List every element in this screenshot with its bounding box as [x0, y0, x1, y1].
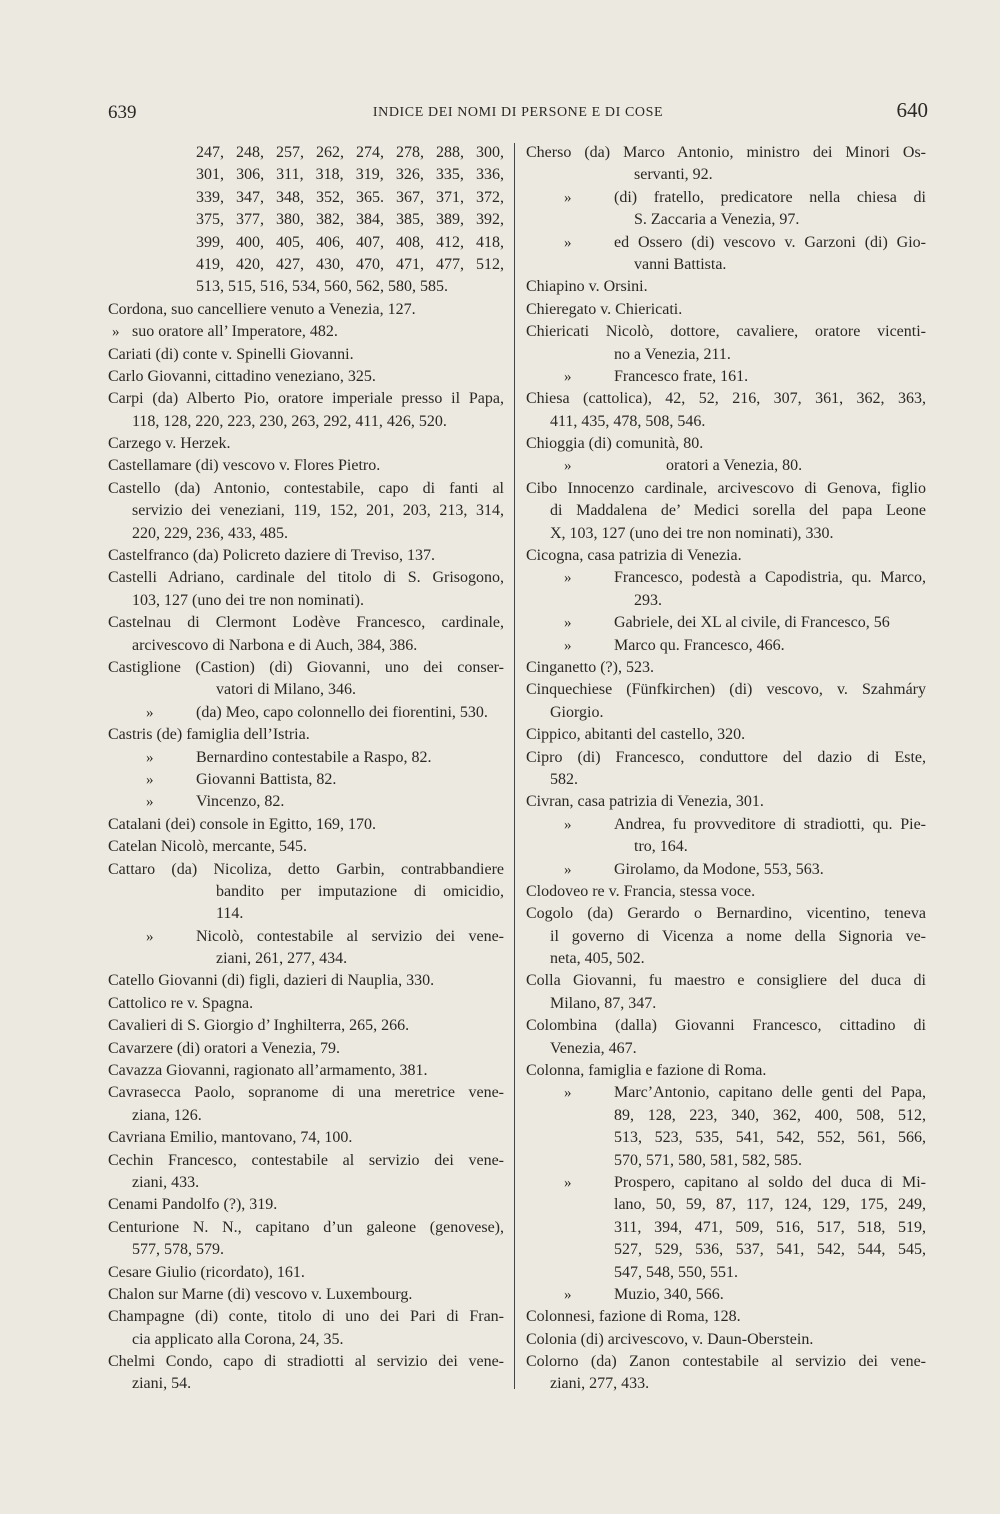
index-line	[526, 209, 926, 231]
index-line	[526, 1038, 926, 1060]
index-entry-text: ziani, 433.	[132, 1173, 200, 1191]
index-line	[108, 142, 504, 164]
index-entry-text: Milano, 87, 347.	[550, 994, 657, 1012]
index-entry-text: 411, 435, 478, 508, 546.	[550, 412, 706, 430]
index-entry-text: Chiesa (cattolica), 42, 52, 216, 307, 361, 362, 363,	[526, 390, 926, 408]
index-line	[526, 881, 926, 903]
index-entry-text: oratori a Venezia, 80.	[666, 457, 803, 475]
index-entry-text: Chelmi Condo, capo di stradiotti al servizio dei vene-	[108, 1353, 504, 1371]
index-entry-text: 399, 400, 405, 406, 407, 408, 412, 418,	[196, 233, 504, 251]
index-line	[526, 970, 926, 992]
index-line	[526, 1306, 926, 1328]
ditto-mark: »	[564, 615, 572, 632]
index-line	[526, 1105, 926, 1127]
index-entry-text: Cavalieri di S. Giorgio d’ Inghilterra, 265, 266.	[108, 1017, 410, 1035]
index-entry-text: Chiericati Nicolò, dottore, cavaliere, oratore vicenti-	[526, 323, 926, 341]
index-entry-text: Colombina (dalla) Giovanni Francesco, cittadino di	[526, 1017, 926, 1035]
index-line	[108, 1329, 504, 1351]
index-line	[526, 1172, 926, 1194]
index-entry-text: Castiglione (Castion) (di) Giovanni, uno dei conser-	[108, 658, 504, 676]
index-entry-text: no a Venezia, 211.	[614, 345, 731, 363]
index-entry-text: 220, 229, 236, 433, 485.	[132, 524, 288, 542]
ditto-mark: »	[564, 458, 572, 475]
index-entry-text: Cavrasecca Paolo, sopranome di una meretrice vene-	[108, 1084, 504, 1102]
index-line	[108, 612, 504, 634]
index-line	[526, 769, 926, 791]
index-entry-text: Chioggia (di) comunità, 80.	[526, 435, 704, 453]
index-entry-text: Cogolo (da) Gerardo o Bernardino, vicentino, teneva	[526, 905, 926, 923]
index-line	[108, 388, 504, 410]
index-line	[526, 1284, 926, 1306]
index-line	[108, 1127, 504, 1149]
index-entry-text: lano, 50, 59, 87, 117, 124, 129, 175, 249,	[614, 1196, 926, 1214]
index-line	[108, 366, 504, 388]
index-line	[526, 859, 926, 881]
index-line	[108, 1194, 504, 1216]
index-entry-text: Cariati (di) conte v. Spinelli Giovanni.	[108, 345, 354, 363]
index-entry-text: cia applicato alla Corona, 24, 35.	[132, 1330, 344, 1348]
index-entry-text: servanti, 92.	[634, 166, 713, 184]
index-entry-text: Cibo Innocenzo cardinale, arcivescovo di Genova, figlio	[526, 479, 926, 497]
index-line	[526, 679, 926, 701]
index-line	[108, 679, 504, 701]
ditto-mark: »	[146, 794, 154, 811]
index-line	[526, 1262, 926, 1284]
index-line	[108, 1373, 504, 1395]
index-entry-text: Cesare Giulio (ricordato), 161.	[108, 1263, 305, 1281]
index-line	[526, 702, 926, 724]
index-line	[526, 321, 926, 343]
index-entry-text: 570, 571, 580, 581, 582, 585.	[614, 1151, 802, 1169]
index-entry-text: 301, 306, 311, 318, 319, 326, 335, 336,	[196, 166, 504, 184]
index-entry-text: Castris (de) famiglia dell’Istria.	[108, 726, 310, 744]
index-entry-text: Girolamo, da Modone, 553, 563.	[614, 860, 824, 878]
index-line	[526, 724, 926, 746]
ditto-mark: »	[564, 570, 572, 587]
index-entry-text: 247, 248, 257, 262, 274, 278, 288, 300,	[196, 144, 504, 161]
index-entry-text: ziana, 126.	[132, 1106, 202, 1124]
index-entry-text: di Maddalena de’ Medici sorella del papa Leone	[550, 502, 926, 520]
index-line	[108, 478, 504, 500]
index-line	[526, 164, 926, 186]
index-line	[108, 903, 504, 925]
index-line	[526, 500, 926, 522]
index-entry-text: arcivescovo di Narbona e di Auch, 384, 386.	[132, 636, 418, 654]
index-entry-text: Catalani (dei) console in Egitto, 169, 170.	[108, 815, 376, 833]
index-line	[108, 433, 504, 455]
index-entry-text: Cippico, abitanti del castello, 320.	[526, 726, 746, 744]
index-line	[108, 948, 504, 970]
ditto-mark: »	[564, 234, 572, 251]
index-entry-text: ziani, 277, 433.	[550, 1375, 650, 1393]
index-line	[108, 836, 504, 858]
index-entry-text: ziani, 54.	[132, 1375, 192, 1393]
ditto-mark: »	[146, 928, 154, 945]
ditto-mark: »	[564, 1174, 572, 1191]
ditto-mark: »	[112, 324, 120, 341]
index-entry-text: Castelfranco (da) Policreto daziere di Treviso, 137.	[108, 547, 436, 565]
index-line	[526, 142, 926, 164]
index-entry-text: servizio dei veneziani, 119, 152, 201, 203, 213, 314,	[132, 502, 504, 520]
index-line	[526, 791, 926, 813]
index-line	[108, 276, 504, 298]
index-line	[526, 366, 926, 388]
index-line	[526, 1127, 926, 1149]
index-line	[108, 1038, 504, 1060]
index-entry-text: Venezia, 467.	[550, 1039, 637, 1057]
index-line	[108, 926, 504, 948]
index-line	[526, 1217, 926, 1239]
index-entry-text: Carpi (da) Alberto Pio, oratore imperiale presso il Papa,	[108, 390, 504, 408]
index-line	[108, 1105, 504, 1127]
page-number-left: 639	[108, 102, 137, 123]
ditto-mark: »	[564, 816, 572, 833]
index-line	[108, 993, 504, 1015]
index-entry-text: 527, 529, 536, 537, 541, 542, 544, 545,	[614, 1241, 926, 1259]
index-line	[108, 187, 504, 209]
index-line	[108, 1082, 504, 1104]
index-line	[526, 993, 926, 1015]
index-line	[108, 657, 504, 679]
ditto-mark: »	[564, 189, 572, 206]
index-entry-text: Vincenzo, 82.	[196, 793, 285, 811]
index-entry-text: Cechin Francesco, contestabile al servizio dei vene-	[108, 1151, 504, 1169]
index-line	[526, 1060, 926, 1082]
index-entry-text: (di) fratello, predicatore nella chiesa di	[614, 188, 926, 206]
index-entry-text: Cinganetto (?), 523.	[526, 658, 654, 676]
index-line	[108, 321, 504, 343]
index-entry-text: Castelli Adriano, cardinale del titolo di S. Grisogono,	[108, 569, 504, 587]
index-entry-text: Cinquechiese (Fünfkirchen) (di) vescovo, v. Szahmáry	[526, 681, 926, 699]
index-line	[108, 344, 504, 366]
index-line	[526, 903, 926, 925]
index-entry-text: 577, 578, 579.	[132, 1241, 224, 1259]
column-divider	[514, 143, 515, 1389]
index-entry-text: Chiapino v. Orsini.	[526, 278, 648, 296]
index-entry-text: 513, 523, 535, 541, 542, 552, 561, 566,	[614, 1129, 926, 1147]
index-line	[108, 1284, 504, 1306]
index-line	[108, 1150, 504, 1172]
index-entry-text: Chieregato v. Chiericati.	[526, 300, 683, 318]
index-entry-text: Colonia (di) arcivescovo, v. Daun-Oberstein.	[526, 1330, 814, 1348]
index-line	[526, 433, 926, 455]
index-entry-text: Giorgio.	[550, 703, 604, 721]
index-line	[526, 948, 926, 970]
index-line	[108, 1015, 504, 1037]
index-line	[108, 590, 504, 612]
index-line	[108, 523, 504, 545]
index-line	[526, 388, 926, 410]
index-line	[526, 254, 926, 276]
index-entry-text: Colla Giovanni, fu maestro e consigliere del duca di	[526, 972, 926, 990]
index-entry-text: vatori di Milano, 346.	[216, 681, 356, 699]
index-line	[526, 836, 926, 858]
index-column-left	[108, 142, 504, 1396]
index-entry-text: Clodoveo re v. Francia, stessa voce.	[526, 882, 756, 900]
index-line	[108, 567, 504, 589]
index-line	[108, 791, 504, 813]
index-line	[526, 411, 926, 433]
index-entry-text: Castello (da) Antonio, contestabile, capo di fanti al	[108, 479, 504, 497]
index-entry-text: Castelnau di Clermont Lodève Francesco, cardinale,	[108, 614, 504, 632]
index-entry-text: 339, 347, 348, 352, 365. 367, 371, 372,	[196, 188, 504, 206]
index-entry-text: Marc’Antonio, capitano delle genti del Papa,	[614, 1084, 926, 1102]
index-line	[526, 1150, 926, 1172]
index-line	[526, 1015, 926, 1037]
index-line	[526, 567, 926, 589]
index-entry-text: Catello Giovanni (di) figli, dazieri di Nauplia, 330.	[108, 972, 435, 990]
index-line	[108, 209, 504, 231]
index-entry-text: Cipro (di) Francesco, conduttore del dazio di Este,	[526, 748, 926, 766]
index-entry-text: Bernardino contestabile a Raspo, 82.	[196, 748, 432, 766]
index-line	[108, 299, 504, 321]
index-entry-text: Cordona, suo cancelliere venuto a Venezia, 127.	[108, 300, 416, 318]
index-entry-text: Cavriana Emilio, mantovano, 74, 100.	[108, 1129, 353, 1147]
index-line	[526, 523, 926, 545]
index-entry-text: Colonnesi, fazione di Roma, 128.	[526, 1308, 741, 1326]
index-line	[108, 164, 504, 186]
index-line	[526, 344, 926, 366]
index-entry-text: S. Zaccaria a Venezia, 97.	[634, 211, 800, 229]
ditto-mark: »	[564, 1085, 572, 1102]
index-line	[526, 232, 926, 254]
index-entry-text: (da) Meo, capo colonnello dei fiorentini, 530.	[196, 703, 488, 721]
index-line	[526, 1082, 926, 1104]
index-entry-text: Francesco frate, 161.	[614, 367, 749, 385]
index-entry-text: Cattaro (da) Nicoliza, detto Garbin, contrabbandiere	[108, 860, 504, 878]
index-entry-text: Chalon sur Marne (di) vescovo v. Luxembourg.	[108, 1285, 413, 1303]
index-line	[526, 1373, 926, 1395]
index-entry-text: Champagne (di) conte, titolo di uno dei Pari di Fran-	[108, 1308, 504, 1326]
index-entry-text: 311, 394, 471, 509, 516, 517, 518, 519,	[614, 1218, 926, 1236]
index-line	[108, 1239, 504, 1261]
index-line	[108, 1306, 504, 1328]
index-line	[108, 970, 504, 992]
ditto-mark: »	[146, 749, 154, 766]
index-entry-text: Civran, casa patrizia di Venezia, 301.	[526, 793, 764, 811]
index-line	[108, 881, 504, 903]
index-entry-text: vanni Battista.	[634, 255, 727, 273]
page-header	[108, 98, 928, 132]
index-line	[526, 590, 926, 612]
index-entry-text: 103, 127 (uno dei tre non nominati).	[132, 591, 364, 609]
index-entry-text: ziani, 261, 277, 434.	[216, 950, 348, 968]
index-column-right	[526, 142, 926, 1396]
index-entry-text: Colorno (da) Zanon contestabile al servizio dei vene-	[526, 1353, 926, 1371]
index-line	[108, 1172, 504, 1194]
index-entry-text: Prospero, capitano al soldo del duca di Mi-	[614, 1173, 926, 1191]
index-line	[526, 1239, 926, 1261]
index-entry-text: 547, 548, 550, 551.	[614, 1263, 738, 1281]
index-entry-text: Cattolico re v. Spagna.	[108, 994, 254, 1012]
index-entry-text: 513, 515, 516, 534, 560, 562, 580, 585.	[196, 278, 448, 296]
index-entry-text: Francesco, podestà a Capodistria, qu. Marco,	[614, 569, 926, 587]
index-entry-text: 114.	[216, 905, 244, 923]
index-entry-text: 118, 128, 220, 223, 230, 263, 292, 411, 426, 520.	[132, 412, 447, 430]
index-entry-text: Giovanni Battista, 82.	[196, 770, 337, 788]
index-entry-text: Muzio, 340, 566.	[614, 1285, 724, 1303]
index-entry-text: Carzego v. Herzek.	[108, 435, 231, 453]
page-number-right: 640	[896, 98, 928, 122]
index-line	[526, 635, 926, 657]
index-line	[108, 411, 504, 433]
index-entry-text: Cavarzere (di) oratori a Venezia, 79.	[108, 1039, 341, 1057]
index-line	[108, 747, 504, 769]
index-entry-text: il governo di Vicenza a nome della Signoria ve-	[550, 927, 926, 945]
index-line	[108, 1351, 504, 1373]
index-line	[108, 859, 504, 881]
ditto-mark: »	[564, 368, 572, 385]
index-entry-text: 375, 377, 380, 382, 384, 385, 389, 392,	[196, 211, 504, 229]
index-line	[526, 1329, 926, 1351]
ditto-mark: »	[564, 861, 572, 878]
index-line	[526, 276, 926, 298]
index-entry-text: Catelan Nicolò, mercante, 545.	[108, 838, 308, 856]
index-entry-text: Cicogna, casa patrizia di Venezia.	[526, 547, 742, 565]
index-line	[108, 500, 504, 522]
ditto-mark: »	[146, 704, 154, 721]
index-line	[108, 724, 504, 746]
index-line	[108, 1060, 504, 1082]
index-entry-text: tro, 164.	[634, 838, 688, 856]
running-title: INDICE DEI NOMI DI PERSONE E DI COSE	[372, 105, 664, 120]
index-entry-text: bandito per imputazione di omicidio,	[216, 882, 504, 900]
index-line	[108, 1262, 504, 1284]
index-entry-text: Cherso (da) Marco Antonio, ministro dei Minori Os-	[526, 144, 926, 161]
index-line	[526, 612, 926, 634]
index-entry-text: Cavazza Giovanni, ragionato all’armamento, 381.	[108, 1062, 428, 1080]
index-entry-text: Cenami Pandolfo (?), 319.	[108, 1196, 278, 1214]
index-entry-text: Castellamare (di) vescovo v. Flores Pietro.	[108, 457, 381, 475]
index-line	[108, 769, 504, 791]
index-line	[108, 545, 504, 567]
index-entry-text: 419, 420, 427, 430, 470, 471, 477, 512,	[196, 255, 504, 273]
index-line	[108, 1217, 504, 1239]
ditto-mark: »	[146, 771, 154, 788]
index-entry-text: X, 103, 127 (uno dei tre non nominati), 330.	[550, 524, 834, 542]
index-entry-text: Centurione N. N., capitano d’un galeone (genovese),	[108, 1218, 504, 1236]
index-line	[108, 455, 504, 477]
index-entry-text: Gabriele, dei XL al civile, di Francesco, 56	[614, 614, 890, 632]
ditto-mark: »	[564, 1286, 572, 1303]
index-entry-text: Nicolò, contestabile al servizio dei vene-	[196, 927, 504, 945]
index-entry-text: suo oratore all’ Imperatore, 482.	[132, 323, 338, 341]
index-line	[526, 478, 926, 500]
index-line	[108, 232, 504, 254]
index-entry-text: Andrea, fu provveditore di stradiotti, qu. Pie-	[614, 815, 926, 833]
index-entry-text: 293.	[634, 591, 662, 609]
index-entry-text: Marco qu. Francesco, 466.	[614, 636, 785, 654]
index-line	[526, 657, 926, 679]
index-line	[526, 187, 926, 209]
ditto-mark: »	[564, 637, 572, 654]
index-line	[526, 814, 926, 836]
index-entry-text: 582.	[550, 770, 578, 788]
index-line	[108, 814, 504, 836]
index-line	[526, 545, 926, 567]
index-line	[526, 1351, 926, 1373]
index-entry-text: Colonna, famiglia e fazione di Roma.	[526, 1062, 767, 1080]
index-line	[108, 702, 504, 724]
index-entry-text: neta, 405, 502.	[550, 950, 645, 968]
index-line	[526, 299, 926, 321]
index-entry-text: ed Ossero (di) vescovo v. Garzoni (di) Gio-	[614, 233, 926, 251]
index-line	[108, 254, 504, 276]
index-line	[526, 926, 926, 948]
index-line	[526, 455, 926, 477]
index-entry-text: 89, 128, 223, 340, 362, 400, 508, 512,	[614, 1106, 926, 1124]
index-line	[526, 747, 926, 769]
index-line	[526, 1194, 926, 1216]
index-entry-text: Carlo Giovanni, cittadino veneziano, 325.	[108, 367, 376, 385]
index-line	[108, 635, 504, 657]
